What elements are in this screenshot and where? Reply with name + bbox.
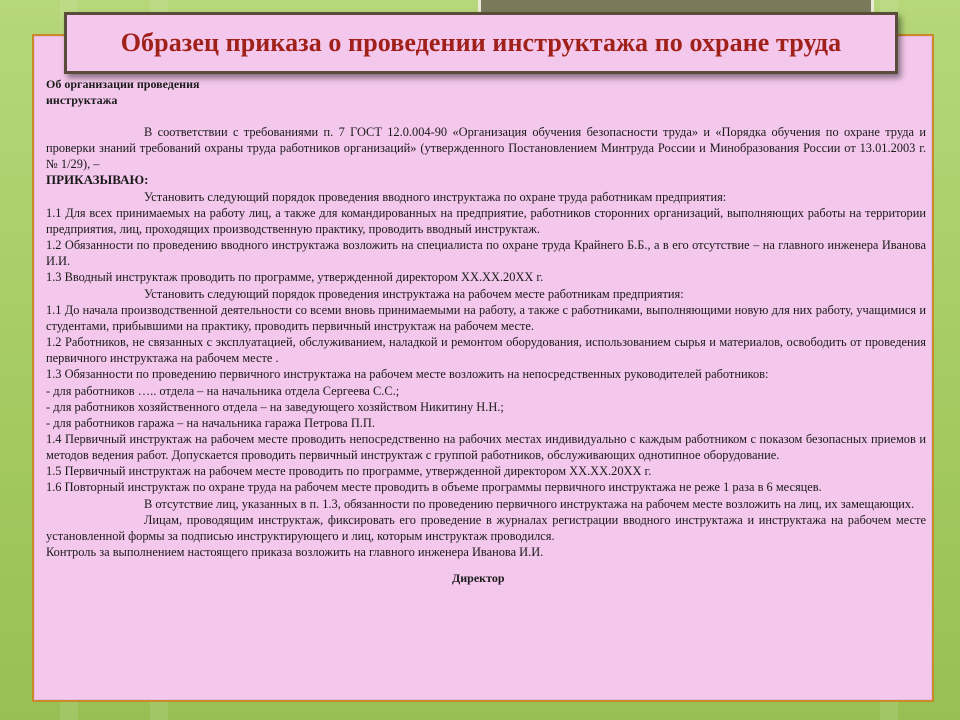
paragraph-substitute: В отсутствие лиц, указанных в п. 1.3, обязанности по проведению первичного инструктажа на рабочем месте возложить на лиц, их замещающих. bbox=[144, 496, 915, 511]
paragraph-control: Контроль за выполнением настоящего приказа возложить на главного инженера Иванова И.И. bbox=[46, 545, 544, 560]
signature-director: Директор bbox=[452, 571, 505, 586]
paragraph-item: 1.2 Обязанности по проведению вводного инструктажа возложить на специалиста по охране труда Крайнего Б.Б., а в его отсутствие – на главного инженера Иванова И.И. bbox=[46, 238, 926, 269]
paragraph-list-item: - для работников ….. отдела – на начальника отдела Сергеева С.С.; bbox=[46, 383, 400, 398]
paragraph-item: 1.3 Обязанности по проведению первичного инструктажа на рабочем месте возложить на непосредственных руководителей работников: bbox=[46, 367, 769, 382]
paragraph-item: 1.3 Вводный инструктаж проводить по программе, утвержденной директором ХХ.ХХ.20ХХ г. bbox=[46, 270, 544, 285]
page-title: Образец приказа о проведении инструктажа по охране труда bbox=[64, 12, 898, 74]
paragraph-item: 1.4 Первичный инструктаж на рабочем месте проводить непосредственно на рабочих местах индивидуально с каждым работником с показом безопасных приемов и методов ведения работ. Допускается проводить первичный инструктаж с группой работников, обслуживающих однотипное оборудование. bbox=[46, 431, 926, 463]
paragraph-order: ПРИКАЗЫВАЮ: bbox=[46, 172, 149, 188]
document-page bbox=[32, 34, 934, 702]
paragraph-item: 1.1 Для всех принимаемых на работу лиц, а также для командированных на предприятие, работников сторонних организаций, выполняющих работы на территории предприятия, лиц, проходящих производственную практику, проводить вводный инструктаж. bbox=[46, 205, 926, 236]
paragraph-item: 1.5 Первичный инструктаж на рабочем месте проводить по программе, утвержденной директором ХХ.ХХ.20ХХ г. bbox=[46, 464, 652, 479]
paragraph-item: 1.6 Повторный инструктаж по охране труда на рабочем месте проводить в объеме программы первичного инструктажа не реже 1 раза в 6 месяцев. bbox=[46, 480, 822, 495]
paragraph-journal: Лицам, проводящим инструктаж, фиксировать его проведение в журналах регистрации вводного инструктажа и инструктажа на рабочем месте установленной формы за подписью инструктирующего и лиц, которым инструктаж проводился. bbox=[46, 512, 926, 543]
paragraph-preamble: В соответствии с требованиями п. 7 ГОСТ 12.0.004-90 «Организация обучения безопасности труда» и «Порядка обучения по охране труда и проверки знаний требований охраны труда работников организаций» (утвержденного Постановлением Минтруда России и Минобразования России от 13.01.2003 г. № 1/29), – bbox=[46, 125, 926, 172]
paragraph-list-item: - для работников гаража – на начальника гаража Петрова П.П. bbox=[46, 415, 375, 430]
paragraph-section-2: Установить следующий порядок проведения инструктажа на рабочем месте работникам предприятия: bbox=[144, 286, 684, 301]
paragraph-item: 1.1 До начала производственной деятельности со всеми вновь принимаемыми на работу, а также с работниками, выполняющими новую для них работу, учащимися и студентами, прибывшими на практику, проводить первичный инструктаж на рабочем месте. bbox=[46, 302, 926, 333]
paragraph-item: 1.2 Работников, не связанных с эксплуатацией, обслуживанием, наладкой и ремонтом оборудования, использованием сырья и материалов, освободить от проведения первичного инструктажа на рабочем месте . bbox=[46, 335, 926, 366]
paragraph-section-1: Установить следующий порядок проведения вводного инструктажа по охране труда работникам предприятия: bbox=[144, 189, 727, 204]
subject-line-2: инструктажа bbox=[46, 93, 118, 107]
document-body bbox=[46, 76, 926, 586]
paragraph-list-item: - для работников хозяйственного отдела – на заведующего хозяйством Никитину Н.Н.; bbox=[46, 399, 504, 414]
subject-line-1: Об организации проведения bbox=[46, 77, 200, 91]
document-subject bbox=[46, 76, 926, 108]
